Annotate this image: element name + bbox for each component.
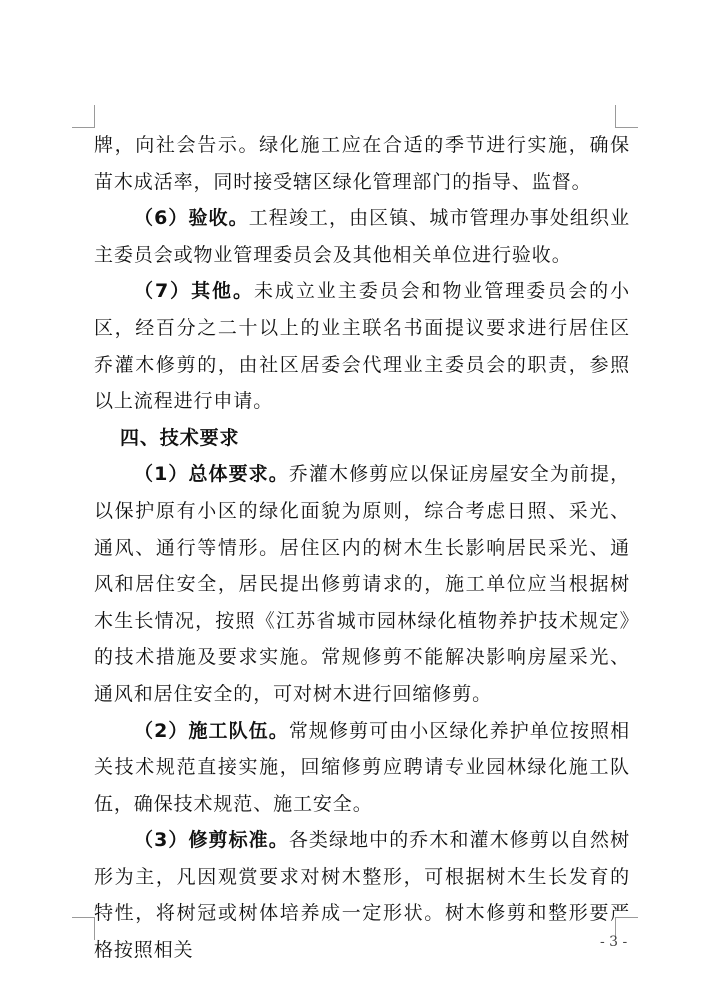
- document-body: [94, 127, 630, 969]
- paragraph-pruning-standards: [94, 822, 630, 968]
- paragraph-construction-team: [94, 713, 630, 823]
- crop-mark-bottom-left: [72, 917, 95, 940]
- paragraph-other: [94, 273, 630, 419]
- paragraph-label: （6）验收。: [134, 207, 249, 230]
- page-number: - 3 -: [600, 934, 628, 950]
- paragraph-text: 未成立业主委员会和物业管理委员会的小区，经百分之二十以上的业主联名书面提议要求进行居住区乔灌木修剪的，由社区居委会代理业主委员会的职责，参照以上流程进行申请。: [94, 280, 631, 413]
- paragraph-label: （3）修剪标准。: [134, 829, 289, 852]
- paragraph-text: 各类绿地中的乔木和灌木修剪以自然树形为主，凡因观赏要求对树木整形，可根据树木生长发育的特性，将树冠或树体培养成一定形状。树木修剪和整形要严格按照相关: [94, 829, 630, 962]
- section-heading-text: 四、技术要求: [120, 426, 240, 449]
- paragraph-label: （1）总体要求。: [134, 463, 289, 486]
- paragraph-label: （7）其他。: [134, 280, 254, 303]
- paragraph-label: （2）施工队伍。: [134, 719, 289, 742]
- paragraph-text: 常规修剪可由小区绿化养护单位按照相关技术规范直接实施，回缩修剪应聘请专业园林绿化施工队伍，确保技术规范、施工安全。: [94, 719, 630, 815]
- paragraph-general-requirements: [94, 456, 630, 712]
- section-heading: [94, 420, 630, 457]
- paragraph-text: 乔灌木修剪应以保证房屋安全为前提，以保护原有小区的绿化面貌为原则，综合考虑日照、采光、通风、通行等情形。居住区内的树木生长影响居民采光、通风和居住安全，居民提出修剪请求的，施工单位应当根据树木生长情况，按照《江苏省城市园林绿化植物养护技术规定》的技术措施及要求实施。常规修剪不能解决影响房屋采光、通风和居住安全的，可对树木进行回缩修剪。: [94, 463, 630, 705]
- paragraph-text: 工程竣工，由区镇、城市管理办事处组织业主委员会或物业管理委员会及其他相关单位进行验收。: [94, 207, 630, 266]
- paragraph-text: 牌，向社会告示。绿化施工应在合适的季节进行实施，确保苗木成活率，同时接受辖区绿化管理部门的指导、监督。: [94, 134, 630, 193]
- paragraph-acceptance: [94, 200, 630, 273]
- crop-mark-top-left: [72, 105, 95, 128]
- crop-mark-top-right: [615, 105, 638, 128]
- paragraph-continuation: [94, 127, 630, 200]
